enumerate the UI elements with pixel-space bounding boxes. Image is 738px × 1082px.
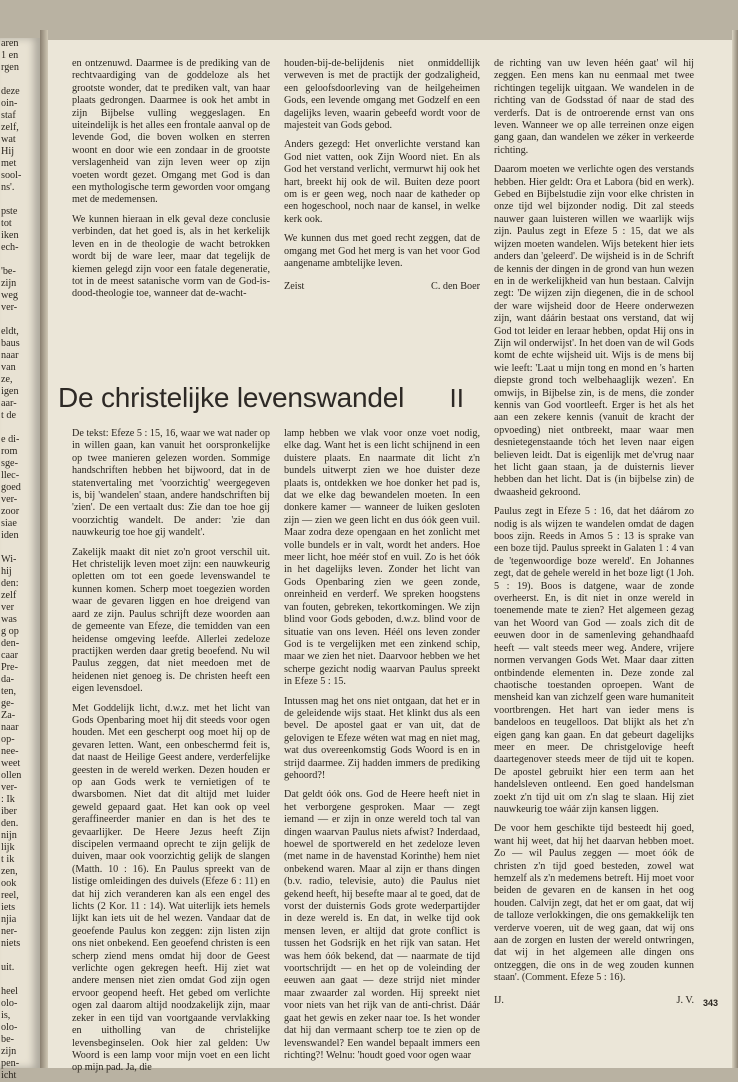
article-title (58, 370, 722, 414)
page-right-edge (732, 30, 738, 1068)
previous-page-fragment: zen, (1, 866, 18, 877)
previous-page-fragment: ver (1, 602, 15, 613)
book-binding (40, 30, 48, 1068)
top-col1-paragraph: en ontzenuwd. Daarmee is de prediking van de rechtvaardiging van de goddeloze als het grootste wonder, dat te prediken valt, van haar plaats gedrongen. Daarmee is ook het ambt in zijn Bijbelse vulling weggeslagen. En uiteindelijk is het alles een frontale aanval op de levende God, die boven wolken en sterren woont en door wie een zondaar in de grootste verslagenheid van zijn leven weer op zijn voeten wordt gezet. Omgang met God is dan een mythologische term geworden voor omgang met de medemensen. (72, 58, 270, 206)
previous-page-fragment: naar (1, 350, 19, 361)
previous-page-fragment: nijn (1, 830, 17, 841)
previous-page-fragment: iken (1, 230, 19, 241)
previous-page-fragment: njia (1, 914, 17, 925)
previous-page-fragment: zijn (1, 278, 17, 289)
previous-page-fragment: oin- (1, 98, 18, 109)
previous-page-fragment: weg (1, 290, 18, 301)
previous-page-fragment: van (1, 362, 16, 373)
page-number: 343 (702, 998, 718, 1008)
col3-paragraph: De voor hem geschikte tijd besteedt hij goed, want hij weet, dat hij het daarvan hebben moet. Zo — wil Paulus zeggen — moet óók de christen z'n tijd goed besteden, zowel wat hemzelf als z'n medemens betreft. Hij moet voor beiden de gevaren en de kansen in het oog houden. Calvijn zegt, dat het er om gaat, dat wij de talloze verlokkingen, die ons gemakkelijk ten verderve voeren, uit de weg gaan, dat wij ons aan de zorgen en lusten der wereld ontwringen, dat wij in het algemeen alle dingen ons ontzeggen, die ons in de weg zouden kunnen staan'. (Comment. Efeze 5 : 16). (494, 823, 694, 984)
previous-page-fragment: ver- (1, 494, 18, 505)
previous-page-fragment: niets (1, 938, 21, 949)
top-column-1 (72, 58, 270, 308)
signature-author: C. den Boer (431, 280, 480, 292)
previous-page-fragment: nee- (1, 746, 19, 757)
previous-page-fragment: : Ik (1, 794, 15, 805)
previous-page-fragment (0, 974, 40, 986)
signature-place: IJ. (494, 994, 504, 1006)
previous-page-fragment: ten, (1, 686, 16, 697)
column-2 (284, 428, 480, 1069)
top-col2-paragraph: We kunnen dus met goed recht zeggen, dat de omgang met God het merg is van het voor God aangename ambtelijke leven. (284, 233, 480, 270)
previous-page-fragment: wat (1, 134, 16, 145)
previous-page-fragment: pste (1, 206, 18, 217)
column-3 (494, 58, 694, 1007)
previous-page-fragment: iets (1, 902, 16, 913)
previous-page-fragment (0, 194, 40, 206)
previous-page-fragment: ze, (1, 374, 13, 385)
previous-page-fragment: t ik (1, 854, 15, 865)
top-column-2 (284, 58, 480, 293)
col3-paragraph: de richting van uw leven héén gaat' wil hij zeggen. Een mens kan nu eenmaal met twee richtingen tegelijk uitgaan. We wandelen in de richting van de Godsstad óf naar de stad des verderfs. Dat is de ontroerende ernst van ons leven. Wanneer we op alle terreinen onze eigen gang gaan, dan wandelen we zéker in verkeerde richting. (494, 58, 694, 156)
previous-page-fragment: ollen (1, 770, 22, 781)
previous-page-fragment: reel, (1, 890, 19, 901)
col1-paragraph: Met Goddelijk licht, d.w.z. met het licht van Gods Openbaring moet hij dit steeds voor ogen houden. Met een gescherpt oog moet hij op de gevaren letten. Want, een onbeschermd feit is, dat naast de Heilige Geest andere, verderfelijke geesten in de wereld werken. Dezen houden er op aan Gods werk te vernietigen of te dwarsbomen. Niet dat dit altijd met luider geweld gepaard gaat. Het kan ook op veel geraffineerder manier en dan is het des te gevaarlijker. De Heere Jezus heeft Zijn discipelen vermaand oprecht te zijn gelijk de duiven, maar ook voorzichtig gelijk de slangen (Matth. 10 : 16). En Paulus spreekt van de listige omleidingen des duivels (Efeze 6 : 11) en dat hij zich veranderen kan als een engel des lichts (2 Kor. 11 : 14). Wat uiterlijk iets hemels lijkt kan iets uit de hel wezen. Vandaar dat de geoefende Paulus kon zeggen: zijn listen zijn ons niet onbekend. Een geoefend christen is een scherp ziend mens omdat hij door de Geest verlichte ogen gekregen heeft. Hij ziet wat andere mensen niet zien omdat God zijn ogen ervoor geopend heeft. Het gebed om verlichte ogen zal daarom altijd noodzakelijk zijn, maar zeker in een tijd van voortgaande vervlakking en uitholling van de christelijke levensbeginselen. Ook hier zal gelden: Uw Woord is een lamp voor mijn voet en een licht op mijn pad. Ja, die (72, 702, 270, 1074)
previous-page-fragment: was (1, 614, 17, 625)
previous-page-fragment: llec- (1, 470, 20, 481)
previous-page-fragment: ver- (1, 302, 18, 313)
top-col2-paragraph: Anders gezegd: Het onverlichte verstand kan God niet vatten, ook Zijn Woord niet. En als God het verstand verlicht, vermurwt hij ook het hart, breekt hij ook de wil. Buiten deze poort om is er geen weg, noch naar de katheder op een hogeschool, noch naar de kansel, in welke kerk ook. (284, 139, 480, 225)
previous-page-fragment (0, 74, 40, 86)
col1-paragraph: Zakelijk maakt dit niet zo'n groot verschil uit. Het christelijk leven moet zijn: een nauwkeurig opletten om tot een goede levenswandel te kunnen komen. Scherp moet toegezien worden waar de gevaren liggen en hoe dreigend van aard ze zijn. Paulus schrijft deze woorden aan de gemeente van Efeze, die temidden van een heidense omgeving leefde. Allerlei zedeloze practijken werden daar gretig beoefend. Nu wil Paulus zeggen, dat niet meedoen met de heidenen niet genoeg is. De christen heeft een eigen levensdoel. (72, 546, 270, 695)
previous-page-fragment: zelf, (1, 122, 19, 133)
previous-page-fragment: met (1, 158, 17, 169)
previous-page-fragment: zoor (1, 506, 20, 517)
previous-page-fragment: lijk (1, 842, 15, 853)
previous-page-fragment: sge- (1, 458, 18, 469)
title-text: De christelijke levenswandel (58, 382, 405, 413)
previous-page-fragment: aren (1, 38, 19, 49)
top-col1-paragraph: We kunnen hieraan in elk geval deze conclusie verbinden, dat het goed is, als in het kerkelijk leven en in de theologie de wacht betrokken wordt bij de ware leer, maar dat tegelijk de kiemen gelegd zijn voor een fatale degeneratie, tot in de meest satanische vorm van de God-is-dood-theologie toe, wanneer dat de-wacht- (72, 213, 270, 300)
previous-page-fragment: ge- (1, 698, 15, 709)
previous-page-fragment (0, 950, 40, 962)
top-col2-paragraph: houden-bij-de-belijdenis niet onmiddellijk verweven is met de practijk der godzaligheid, een geloofsdoorleving van de heilgeheimen Gods, een levende omgang met Godzelf en een dagelijks leven, waarin gebeefd wordt voor de majesteit van Gods gebod. (284, 58, 480, 132)
previous-page-fragment: Pre- (1, 662, 18, 673)
previous-page-fragment (0, 254, 40, 266)
previous-page-fragment: aar- (1, 398, 17, 409)
previous-page-fragment: ns'. (1, 182, 15, 193)
previous-page-fragment: pen- (1, 1058, 20, 1069)
column-1 (72, 428, 270, 1082)
previous-page-edge (0, 38, 40, 1081)
previous-page-fragment: naar (1, 722, 19, 733)
previous-page-fragment: hij (1, 566, 12, 577)
previous-page-fragment: sool- (1, 170, 22, 181)
signature-top (284, 281, 480, 293)
previous-page-fragment: g op (1, 626, 19, 637)
previous-page-fragment: op- (1, 734, 15, 745)
previous-page-fragment: uit. (1, 962, 15, 973)
magazine-page (48, 40, 732, 1074)
previous-page-fragment: rom (1, 446, 18, 457)
previous-page-fragment: iden (1, 530, 19, 541)
previous-page-fragment: 1 en (1, 50, 19, 61)
previous-page-fragment: Za- (1, 710, 16, 721)
previous-page-fragment: e di- (1, 434, 20, 445)
previous-page-fragment: is, (1, 1010, 11, 1021)
previous-page-fragment (0, 542, 40, 554)
previous-page-fragment: weet (1, 758, 21, 769)
previous-page-fragment: t de (1, 410, 16, 421)
col2-paragraph: Dat geldt óók ons. God de Heere heeft niet in het verborgene gesproken. Maar — zegt iemand — er zijn in onze wereld toch tal van dingen waarvan Paulus niets afwist? Inderdaad, hoewel de sportwereld en het zedeloze leven (met name in de havenstad Korinthe) hem niet onbekend waren. Maar al zijn er thans dingen (b.v. radio, televisie, auto) die Paulus niet gekend heeft, hij besefte maar al te goed, dat de vorst der duisternis Gods grote wederpartijder in deze wereld is. En dat, in welke tijd ook mensen leven, er altijd dat grote conflict is tussen het Godsrijk en het rijk van satan. Het was hem óók bekend, dat — naarmate de tijd voortschrijdt — en het op de voleinding der eeuwen aan gaat — deze strijd niet minder maar zwaarder zal worden. Hij spreekt niet voor niets van het rijk van de anti-christ. Dáár gaat het gewis en zeker naar toe. Is het wonder dat hij dan vermaant scherp toe te zien op de levenswandel? Een wandel bepaalt immers een richting?! Welnu: 'houdt goed voor ogen waar (284, 789, 480, 1061)
previous-page-fragment: heel (1, 986, 18, 997)
previous-page-fragment: ver- (1, 782, 18, 793)
signature-author: J. V. (676, 994, 694, 1006)
previous-page-fragment: Hij (1, 146, 15, 157)
previous-page-fragment: ook (1, 878, 17, 889)
previous-page-fragment (0, 422, 40, 434)
previous-page-fragment: zelf (1, 590, 17, 601)
previous-page-fragment: igen (1, 386, 19, 397)
previous-page-fragment: ech- (1, 242, 19, 253)
previous-page-fragment: olo- (1, 1022, 18, 1033)
previous-page-fragment: tot (1, 218, 12, 229)
previous-page-fragment (0, 314, 40, 326)
previous-page-fragment: den- (1, 638, 20, 649)
previous-page-fragment: icht (1, 1070, 17, 1081)
previous-page-fragment: da- (1, 674, 15, 685)
col3-paragraph: Daarom moeten we verlichte ogen des verstands hebben. Hier geldt: Ora et Labora (bid en werk). Gebed en Bijbelstudie zijn voor elke christen in onze tijd wel bijzonder nodig. Dit zal steeds nauwer gaan luisteren willen we waarlijk wijs zijn. Paulus zegt in Efeze 5 : 15, dat we als wijzen moeten wandelen. Wijs betekent hier iets anders dan 'geleerd'. De wijsheid is in de Schrift de kennis der dingen in de grond van hun wezen en in de werkelijkheid van hun bestaan. Calvijn zegt: 'De wijzen zijn diegenen, die in de school der ware wijsheid door de Heere onderwezen zijn, want dáárin bestaat ons verstand, dat wij God tot leider en leraar hebben, opdat Hij ons in Zijn wil onderwijst'. In het doen van de wil Gods komt de echte wijsheid uit. Wijs is de mens bij wie leeft: 'Laat u mijn tong en mond en 's harten diepste grond toch welbehaaglijk wezen'. En omwijs, in Bijbelse zin, is de mens, die zonder kennis van God voortleeft. Erger is het als het aan een zekere kennis (vanuit de kracht der opvoeding) niet ontbreekt, maar waar men desnietegenstaande tóch het leven naar eigen believen leidt. Dat is eigenlijk met de'vrug naar het licht gaan staan, ja de duisternis liever hebben dan het licht. Dat is (in bijbelse zin) de dwaasheid gekroond. (494, 164, 694, 498)
previous-page-fragment: staf (1, 110, 16, 121)
col2-paragraph: Intussen mag het ons niet ontgaan, dat het er in de geleidende wijs staat. Het klinkt dus als een bevel. De apostel gaat er van uit, dat de gelovigen te Efeze wéten wat mag en niet mag, wat dus overeenkomstig Gods Woord is en in strijd daarmee. Zij hadden immers de prediking gehoord?! (284, 695, 480, 781)
previous-page-fragment: siae (1, 518, 17, 529)
signature-bottom (494, 995, 694, 1007)
col1-paragraph: De tekst: Efeze 5 : 15, 16, waar we wat nader op in willen gaan, kan vanuit het oorspronkelijke op twee manieren gelezen worden. Sommige handschriften hebben het bijwoord, dat in de statenvertaling met 'voorzichtig' weergegeven is, bij 'wandelen' staan, andere handschriften bij 'zien'. De een vertaalt dus: Zie dan toe hoe gij voorzichtig wandelt. De ander: 'zie dan nauwkeurig toe hoe gij wandelt'. (72, 428, 270, 539)
previous-page-fragment: Wi- (1, 554, 17, 565)
title-part-number: II (449, 383, 464, 413)
col3-paragraph: Paulus zegt in Efeze 5 : 16, dat het dáárom zo nodig is als wijzen te wandelen omdat de dagen boos zijn. Reeds in Amos 5 : 13 is sprake van een boze tijd. Paulus spreekt in Galaten 1 : 4 van de 'tegenwoordige boze wereld'. En Johannes zegt, dat de gehele wereld in het boze ligt (1 Joh. 5 : 19). Boos is datgene, waar de zonde overheerst. En, is dit niet in onze wereld in toenemende mate te zien? Het algemeen gezag van het Woord van God — zoals zich dit de eeuwen door in de samenleving gehandhaafd heeft — valt steeds meer weg. Andere, vrijere normen vervangen Gods Wet. Maar daar zitten ontbindende elementen in. Deze zonde zal chaotische toestanden oproepen. Want de mensheid kan van zichzelf geen ware humaniteit voortbrengen. Het hart van ieder mens is bandeloos en teugelloos. Dat blijkt als het z'n eigen gang kan gaan. En dat gebeurt dagelijks meer en meer. De christgelovige heeft daartegenover steeds meer de tijd uit te kopen. De apostel gebruikt hier een term aan het handelsleven ontleend. Een goed handelsman zoekt z'n tijd uit om z'n slag te slaan. Hij ziet nauwkeurig toe wáár zijn kansen liggen. (494, 506, 694, 815)
previous-page-fragment: zijn (1, 1046, 17, 1057)
previous-page-fragment: baus (1, 338, 20, 349)
previous-page-fragment: rgen (1, 62, 19, 73)
previous-page-fragment: be- (1, 1034, 15, 1045)
signature-place: Zeist (284, 280, 305, 292)
previous-page-fragment: ner- (1, 926, 18, 937)
previous-page-fragment: olo- (1, 998, 18, 1009)
previous-page-fragment: caar (1, 650, 18, 661)
previous-page-fragment: 'be- (1, 266, 16, 277)
previous-page-fragment: eldt, (1, 326, 19, 337)
previous-page-fragment: goed (1, 482, 21, 493)
previous-page-fragment: den: (1, 578, 19, 589)
previous-page-fragment: deze (1, 86, 20, 97)
previous-page-fragment: iber (1, 806, 17, 817)
col2-paragraph: lamp hebben we vlak voor onze voet nodig, elke dag. Want het is een licht schijnend in een duistere plaats. En naarmate dit licht z'n bundels uitwerpt zien we hoe duister deze plaats is, ontdekken we hoe donker het pad is, dat we elke dag bewandelen moeten. In een donkere kamer — wanneer de luiken gesloten zijn — zien we geen licht en dus óók geen vuil. Maar zodra deze opengaan en het zonlicht met volle bundels er in valt, wordt het anders. Hoe meer licht, hoe méér stof en vuil. Zo is het óók in het dagelijks leven. Zonder het licht van Gods Openbaring zien we geen zonde, onreinheid en verderf. We spreken hoogstens van fouten, gebreken, tekortkomingen. We zijn blind voor Gods geboden, d.w.z. blind voor de situatie van ons leven. Héél ons leven zonder God is te vergelijken met een zinkend schip, maar we zien het niet. Daarvoor hebben we het scherpe gezicht nodig waarvan Paulus spreekt in Efeze 5 : 15. (284, 428, 480, 688)
previous-page-fragment: den. (1, 818, 19, 829)
